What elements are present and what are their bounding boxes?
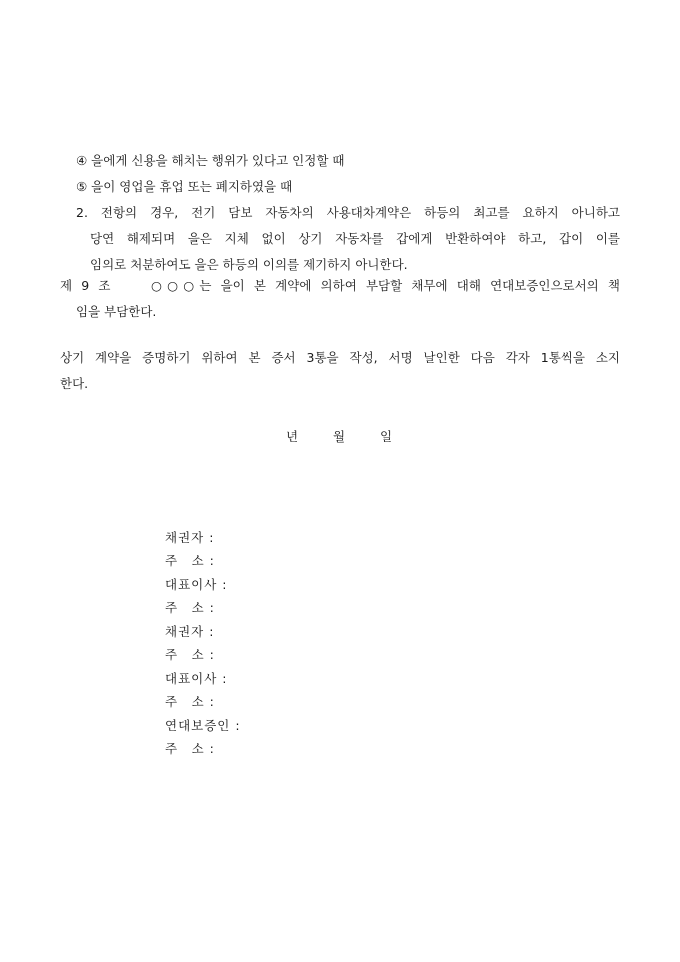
date-day: 일 — [380, 429, 393, 444]
signature-address-label: 주 소 : — [165, 600, 215, 615]
clause-item-4: ④ 을에게 신용을 해치는 행위가 있다고 인정할 때 — [76, 153, 345, 168]
signature-guarantor-label: 연대보증인 : — [165, 718, 241, 733]
date-year: 년 — [286, 429, 299, 444]
article-9-line-2: 임을 부담한다. — [76, 304, 157, 319]
signature-creditor-label: 채권자 : — [165, 530, 215, 545]
paragraph-2-line-1: 2. 전항의 경우, 전기 담보 자동차의 사용대차계약은 하등의 최고를 요하지 아니하고 — [76, 205, 620, 220]
signature-address-label: 주 소 : — [165, 647, 215, 662]
article-9-line-1: 제 9 조 ○○○는 을이 본 계약에 의하여 부담할 채무에 대해 연대보증인으로서의 책 — [60, 278, 620, 293]
signature-ceo-label: 대표이사 : — [165, 671, 228, 686]
clause-item-5: ⑤ 을이 영업을 휴업 또는 폐지하였을 때 — [76, 179, 293, 194]
date-month: 월 — [333, 429, 346, 444]
signature-creditor-label: 채권자 : — [165, 624, 215, 639]
signature-ceo-label: 대표이사 : — [165, 577, 228, 592]
paragraph-2-line-2: 당연 해제되며 을은 지체 없이 상기 자동차를 갑에게 반환하여야 하고, 갑이 이를 — [90, 231, 620, 246]
signature-address-label: 주 소 : — [165, 741, 215, 756]
closing-line-1: 상기 계약을 증명하기 위하여 본 증서 3통을 작성, 서명 날인한 다음 각자 1통씩을 소지 — [60, 350, 620, 365]
signature-address-label: 주 소 : — [165, 694, 215, 709]
closing-line-2: 한다. — [60, 376, 89, 391]
paragraph-2-line-3: 임의로 처분하여도 을은 하등의 이의를 제기하지 아니한다. — [90, 257, 408, 272]
signature-address-label: 주 소 : — [165, 553, 215, 568]
